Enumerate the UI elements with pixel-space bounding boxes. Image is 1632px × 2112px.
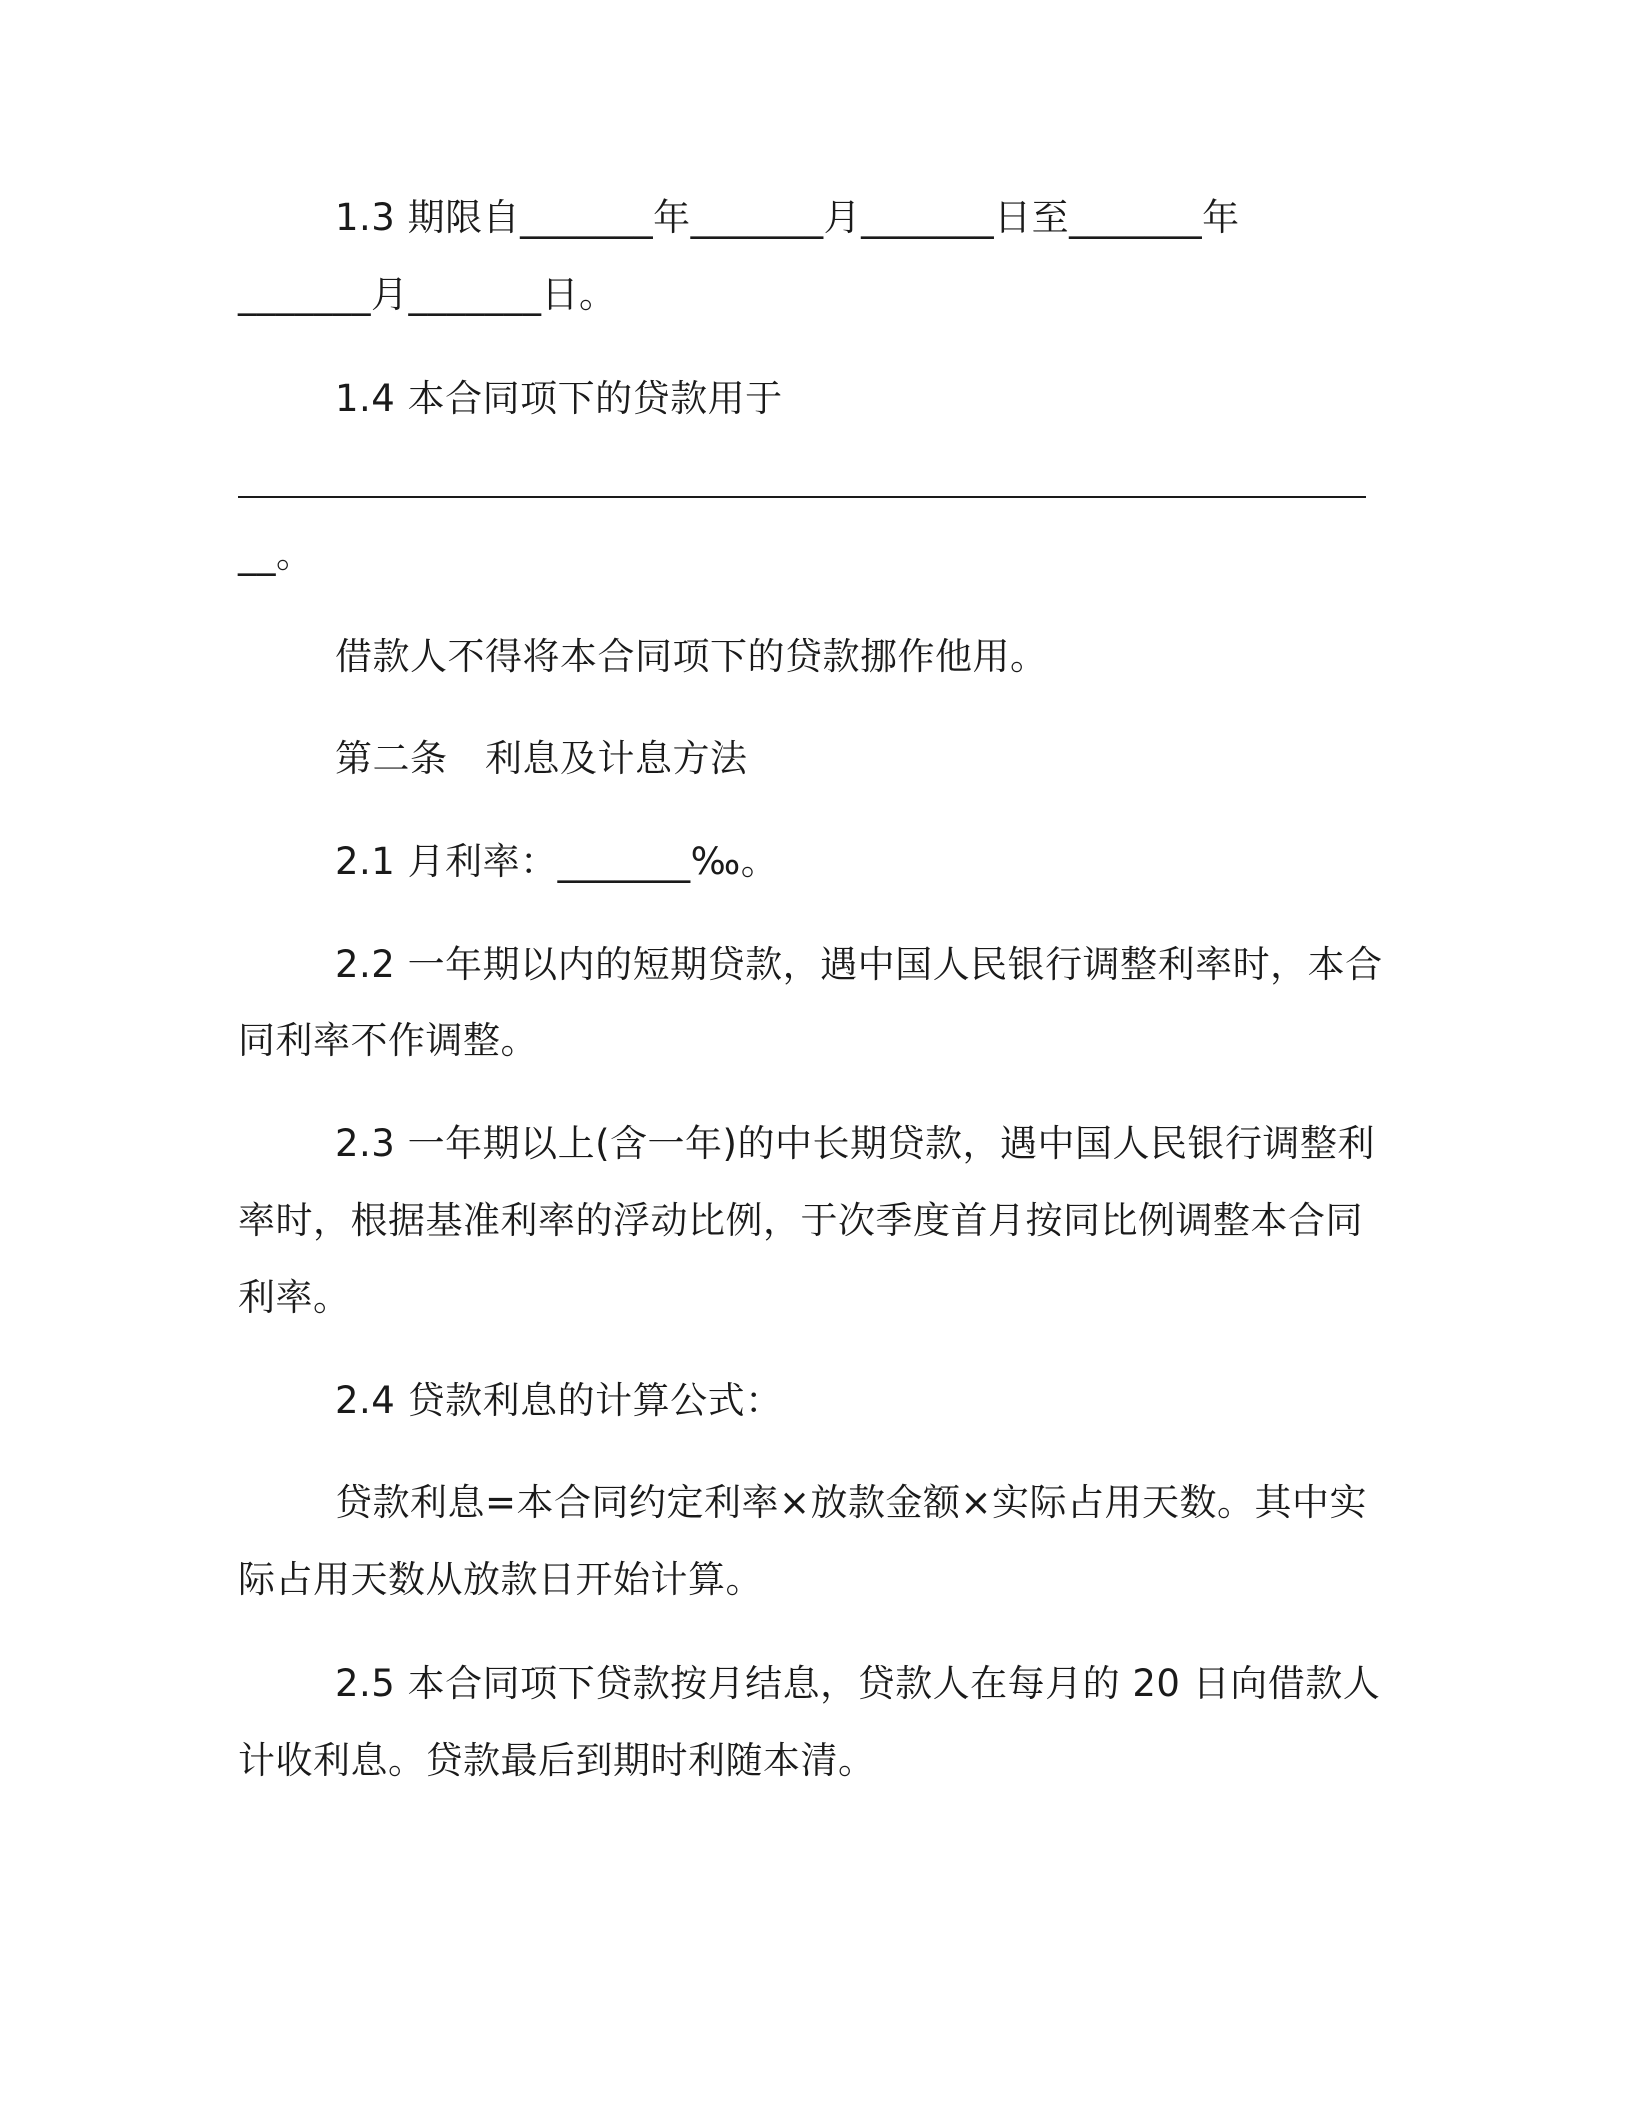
clause-1-3-line-2: _______月_______日。 <box>238 273 617 316</box>
clause-2-5-line-1: 2.5 本合同项下贷款按月结息，贷款人在每月的 20 日向借款人 <box>335 1662 1381 1705</box>
clause-1-4-note: 借款人不得将本合同项下的贷款挪作他用。 <box>335 635 1048 678</box>
clause-1-3-line-1: 1.3 期限自_______年_______月_______日至_______年 <box>335 196 1240 239</box>
clause-2-4-formula-line-2: 际占用天数从放款日开始计算。 <box>238 1558 763 1601</box>
clause-2-4-formula-line-1: 贷款利息=本合同约定利率×放款金额×实际占用天数。其中实 <box>335 1481 1368 1524</box>
clause-2-5-line-2: 计收利息。贷款最后到期时利随本清。 <box>238 1739 876 1782</box>
article-2-heading: 第二条 利息及计息方法 <box>335 737 748 780</box>
clause-2-4-heading: 2.4 贷款利息的计算公式： <box>335 1379 783 1422</box>
clause-1-4-line-1: 1.4 本合同项下的贷款用于 <box>335 377 783 420</box>
clause-2-2-line-2: 同利率不作调整。 <box>238 1019 538 1062</box>
clause-2-3-line-1: 2.3 一年期以上(含一年)的中长期贷款，遇中国人民银行调整利 <box>335 1122 1375 1165</box>
clause-2-1: 2.1 月利率：_______‰。 <box>335 840 779 883</box>
clause-1-4-line-2: __。 <box>238 533 314 576</box>
clause-2-2-line-1: 2.2 一年期以内的短期贷款，遇中国人民银行调整利率时，本合 <box>335 943 1383 986</box>
clause-2-3-line-2: 率时，根据基准利率的浮动比例，于次季度首月按同比例调整本合同 <box>238 1199 1363 1242</box>
clause-2-3-line-3: 利率。 <box>238 1276 351 1319</box>
blank-fill-line <box>238 496 1366 498</box>
